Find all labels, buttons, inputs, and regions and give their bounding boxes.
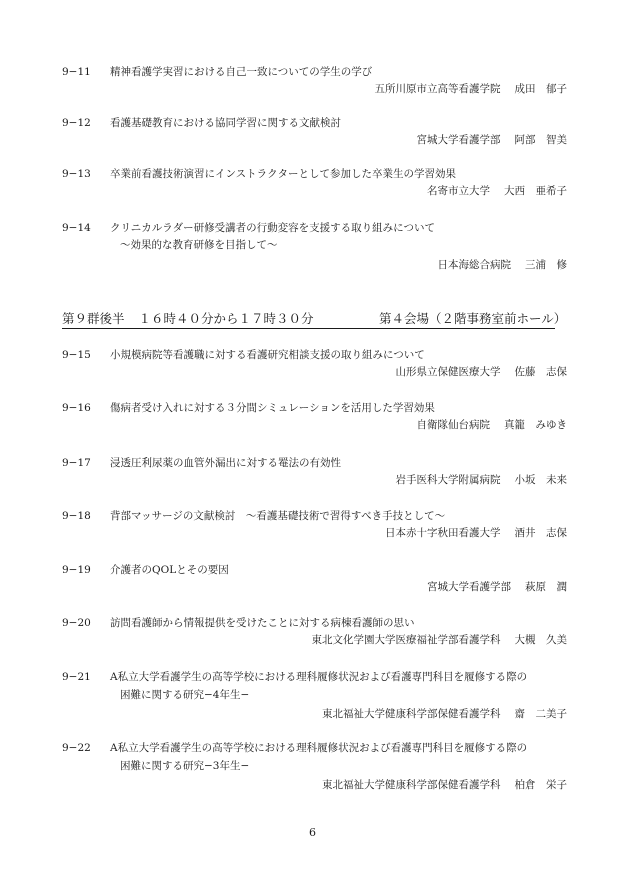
entry-author: 酒井 志保 xyxy=(514,527,567,539)
session-room: 第４会場（２階事務室前ホール） xyxy=(379,311,567,326)
entry-title: 訪問看護師から情報提供を受けたことに対する病棟看護師の思い xyxy=(110,617,415,629)
entry-affiliation: 自衛隊仙台病院 xyxy=(416,419,490,431)
entry-number: 9−16 xyxy=(62,402,91,414)
entry-title: 浸透圧利尿薬の血管外漏出に対する罨法の有効性 xyxy=(110,457,341,469)
page-number: 6 xyxy=(309,826,316,839)
entry-author: 齋 二美子 xyxy=(514,708,567,720)
entry-title: 卒業前看護技術演習にインストラクターとして参加した卒業生の学習効果 xyxy=(110,168,456,180)
entry-author: 大槻 久美 xyxy=(514,634,567,646)
entry-author-line xyxy=(417,132,568,148)
entry-author-line xyxy=(427,579,567,595)
entry-affiliation: 東北文化学園大学医療福祉学部看護学科 xyxy=(311,634,501,646)
entry-author: 柏倉 栄子 xyxy=(514,779,567,791)
session-time: １６時４０分から１７時３０分 xyxy=(138,311,314,326)
entry-title: A私立大学看護学生の高等学校における理科履修状況および看護専門科目を履修する際の xyxy=(110,671,528,683)
entry-author: 阿部 智美 xyxy=(514,134,567,146)
entry-author-line xyxy=(427,183,567,199)
session-group: 第９群後半 xyxy=(62,311,125,326)
entry-number: 9−15 xyxy=(62,349,91,361)
entry-affiliation: 名寄市立大学 xyxy=(427,185,490,197)
entry-subtitle: 困難に関する研究−4年生− xyxy=(120,689,250,701)
entry-author: 真籠 みゆき xyxy=(504,419,567,431)
entry-affiliation: 東北福祉大学健康科学部保健看護学科 xyxy=(322,779,501,791)
entry-affiliation: 宮城大学看護学部 xyxy=(427,581,511,593)
entry-author-line xyxy=(375,81,568,97)
entry-author-line xyxy=(322,706,567,722)
entry-number: 9−18 xyxy=(62,510,91,522)
entry-title: 傷病者受け入れに対する３分間シミュレーションを活用した学習効果 xyxy=(110,402,435,414)
entry-author: 萩原 潤 xyxy=(525,581,567,593)
entry-number: 9−13 xyxy=(62,168,91,180)
entry-affiliation: 宮城大学看護学部 xyxy=(416,134,501,146)
entry-title: 背部マッサージの文献検討 〜看護基礎技術で習得すべき手技として〜 xyxy=(110,510,446,522)
entry-affiliation: 山形県立保健医療大学 xyxy=(395,366,501,378)
entry-author-line xyxy=(396,364,568,380)
entry-affiliation: 岩手医科大学附属病院 xyxy=(395,474,501,486)
entry-author: 佐藤 志保 xyxy=(514,366,567,378)
entry-subtitle: 困難に関する研究−3年生− xyxy=(120,760,250,772)
entry-subtitle: 〜効果的な教育研修を目指して〜 xyxy=(120,239,278,251)
entry-number: 9−19 xyxy=(62,564,91,576)
entry-author-line xyxy=(322,777,567,793)
entry-affiliation: 五所川原市立高等看護学院 xyxy=(374,83,501,95)
entry-title: 看護基礎教育における協同学習に関する文献検討 xyxy=(110,117,341,129)
entry-author-line xyxy=(385,525,567,541)
entry-title: A私立大学看護学生の高等学校における理科履修状況および看護専門科目を履修する際の xyxy=(110,742,528,754)
entry-title: クリニカルラダー研修受講者の行動変容を支援する取り組みについて xyxy=(110,222,435,234)
entry-number: 9−14 xyxy=(62,222,91,234)
entry-title: 介護者のQOLとその要因 xyxy=(110,564,229,576)
entry-author-line xyxy=(396,472,568,488)
entry-affiliation: 日本海総合病院 xyxy=(437,259,511,271)
entry-number: 9−12 xyxy=(62,117,91,129)
entry-author: 小坂 未来 xyxy=(514,474,567,486)
entry-author-line xyxy=(312,632,568,648)
entry-author: 大西 亜希子 xyxy=(504,185,567,197)
entry-number: 9−17 xyxy=(62,457,91,469)
entry-affiliation: 東北福祉大学健康科学部保健看護学科 xyxy=(322,708,501,720)
entry-title: 小規模病院等看護職に対する看護研究相談支援の取り組みについて xyxy=(110,349,425,361)
entry-number: 9−20 xyxy=(62,617,91,629)
entry-author-line xyxy=(417,417,568,433)
entry-number: 9−21 xyxy=(62,671,91,683)
entry-author: 三浦 修 xyxy=(525,259,567,271)
entry-author-line xyxy=(438,257,568,273)
entry-author: 成田 郁子 xyxy=(514,83,567,95)
entry-number: 9−22 xyxy=(62,742,91,754)
entry-affiliation: 日本赤十字秋田看護大学 xyxy=(385,527,501,539)
entry-number: 9−11 xyxy=(62,66,91,78)
entry-title: 精神看護学実習における自己一致についての学生の学び xyxy=(110,66,373,78)
session-header xyxy=(62,311,567,329)
